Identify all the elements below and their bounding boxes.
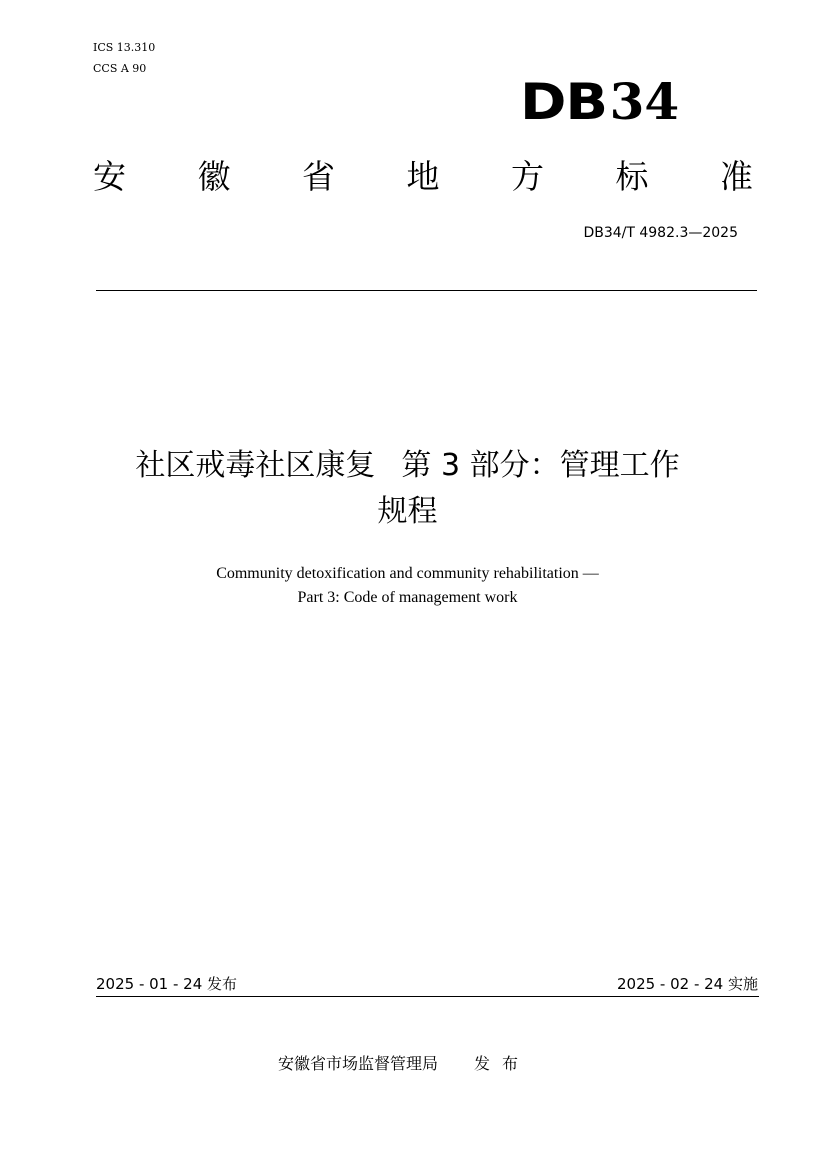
db-logo-number: 34 [609, 72, 680, 131]
bottom-divider [96, 996, 759, 997]
ccs-code: CCS A 90 [93, 62, 147, 75]
standard-type-char: 准 [720, 157, 753, 196]
publisher-action: 发布 [474, 1054, 531, 1073]
issue-date: 2025 - 01 - 24 发布 [96, 975, 238, 993]
standard-type-char: 地 [406, 157, 440, 196]
publisher-line [278, 1053, 530, 1075]
title-chinese-line-2: 规程 [377, 494, 438, 529]
ics-code: ICS 13.310 [93, 41, 156, 54]
implementation-date: 2025 - 02 - 24 实施 [616, 975, 758, 993]
standard-type-char: 省 [302, 157, 335, 196]
db-logo [520, 72, 710, 132]
standard-code: DB34/T 4982.3—2025 [583, 225, 738, 241]
title-english-line-1: Community detoxification and community rehabilitation — [216, 565, 599, 582]
standard-type-char: 安 [93, 157, 126, 196]
standard-type-char: 标 [615, 157, 649, 196]
standard-type-heading [93, 155, 753, 199]
top-divider [96, 290, 757, 291]
standard-type-char: 徽 [197, 157, 231, 196]
standard-type-char: 方 [511, 157, 544, 196]
publisher-name: 安徽省市场监督管理局 [278, 1054, 439, 1073]
title-english-line-2: Part 3: Code of management work [297, 589, 518, 606]
title-chinese-line-1 [60, 444, 755, 488]
db-logo-letters: DB [520, 73, 607, 131]
title-chinese-main: 社区戒毒社区康复 [135, 448, 376, 483]
title-chinese-part: 第 3 部分：管理工作 [401, 448, 680, 483]
